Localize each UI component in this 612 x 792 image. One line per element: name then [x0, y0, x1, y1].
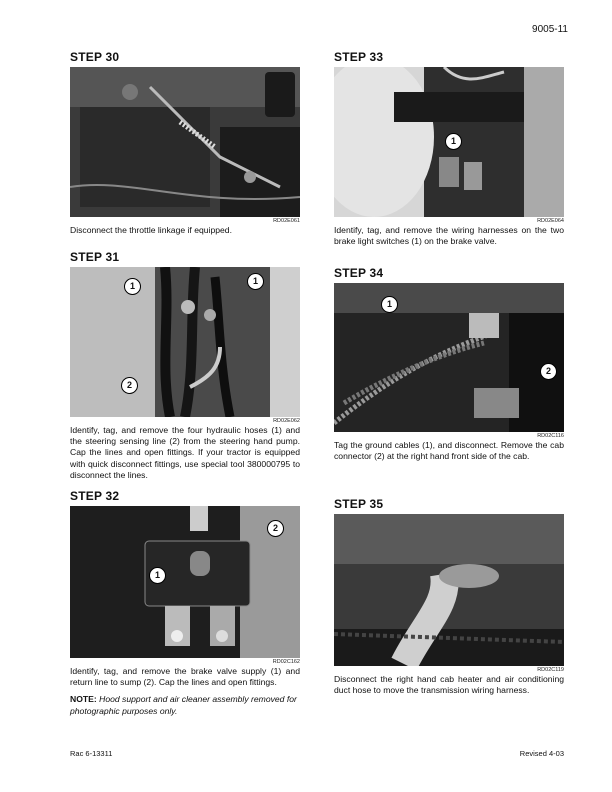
- step-35-image-code: RD02C119: [537, 667, 564, 673]
- step-35-text: Disconnect the right hand cab heater and air conditioning duct hose to move the transmission wiring harness.: [334, 674, 564, 696]
- step-34-block: [334, 266, 564, 462]
- note-text: Hood support and air cleaner assembly removed for photographic purposes only.: [70, 694, 297, 716]
- step-33-image-code: RD02E064: [537, 218, 564, 224]
- step-33-text: Identify, tag, and remove the wiring harnesses on the two brake light switches (1) on the brake valve.: [334, 225, 564, 247]
- step-32-block: [70, 489, 300, 717]
- step-32-text: Identify, tag, and remove the brake valve supply (1) and return line to sump (2). Cap the lines and open fittings.: [70, 666, 300, 688]
- step-32-heading: STEP 32: [70, 489, 120, 503]
- step-32-image-code: RD02C162: [272, 659, 300, 665]
- step-35-photo: [334, 514, 564, 666]
- step-31-heading: STEP 31: [70, 250, 120, 264]
- note-label: NOTE:: [70, 694, 97, 705]
- callout-1-right: 1: [247, 273, 264, 290]
- footer-left: Rac 6-13311: [70, 749, 113, 758]
- callout-1: 1: [381, 296, 398, 313]
- callout-1-left: 1: [124, 278, 141, 295]
- step-35-block: [334, 497, 564, 696]
- step-33-photo: [334, 67, 564, 217]
- step-30-block: [70, 50, 300, 236]
- callout-2: 2: [267, 520, 284, 537]
- step-32-note: [70, 694, 300, 716]
- step-33-heading: STEP 33: [334, 50, 384, 64]
- step-35-heading: STEP 35: [334, 497, 384, 511]
- callout-2: 2: [540, 363, 557, 380]
- step-31-block: [70, 250, 300, 481]
- step-34-text: Tag the ground cables (1), and disconnect. Remove the cab connector (2) at the right hand front side of the cab.: [334, 440, 564, 462]
- callout-1: 1: [149, 567, 166, 584]
- step-31-text: Identify, tag, and remove the four hydraulic hoses (1) and the steering sensing line (2) from the steering hand pump. Cap the lines and open fittings. If your tractor is equipped with quick disconnect fittings, use special tool 380000795 to disconnect the lines.: [70, 425, 300, 480]
- step-30-heading: STEP 30: [70, 50, 120, 64]
- step-34-heading: STEP 34: [334, 266, 384, 280]
- callout-2: 2: [121, 377, 138, 394]
- step-34-photo: [334, 283, 564, 432]
- step-31-photo: [70, 267, 300, 417]
- callout-1: 1: [445, 133, 462, 150]
- step-30-text: Disconnect the throttle linkage if equipped.: [70, 225, 232, 235]
- footer-right: Revised 4-03: [519, 749, 564, 758]
- step-34-image-code: RD02C116: [537, 433, 564, 439]
- step-33-block: [334, 50, 564, 247]
- step-30-photo: [70, 67, 300, 217]
- step-31-image-code: RD02E062: [273, 418, 300, 424]
- step-30-image-code: RD02E061: [273, 218, 300, 224]
- step-32-photo: [70, 506, 300, 658]
- page-number: 9005-11: [532, 24, 568, 35]
